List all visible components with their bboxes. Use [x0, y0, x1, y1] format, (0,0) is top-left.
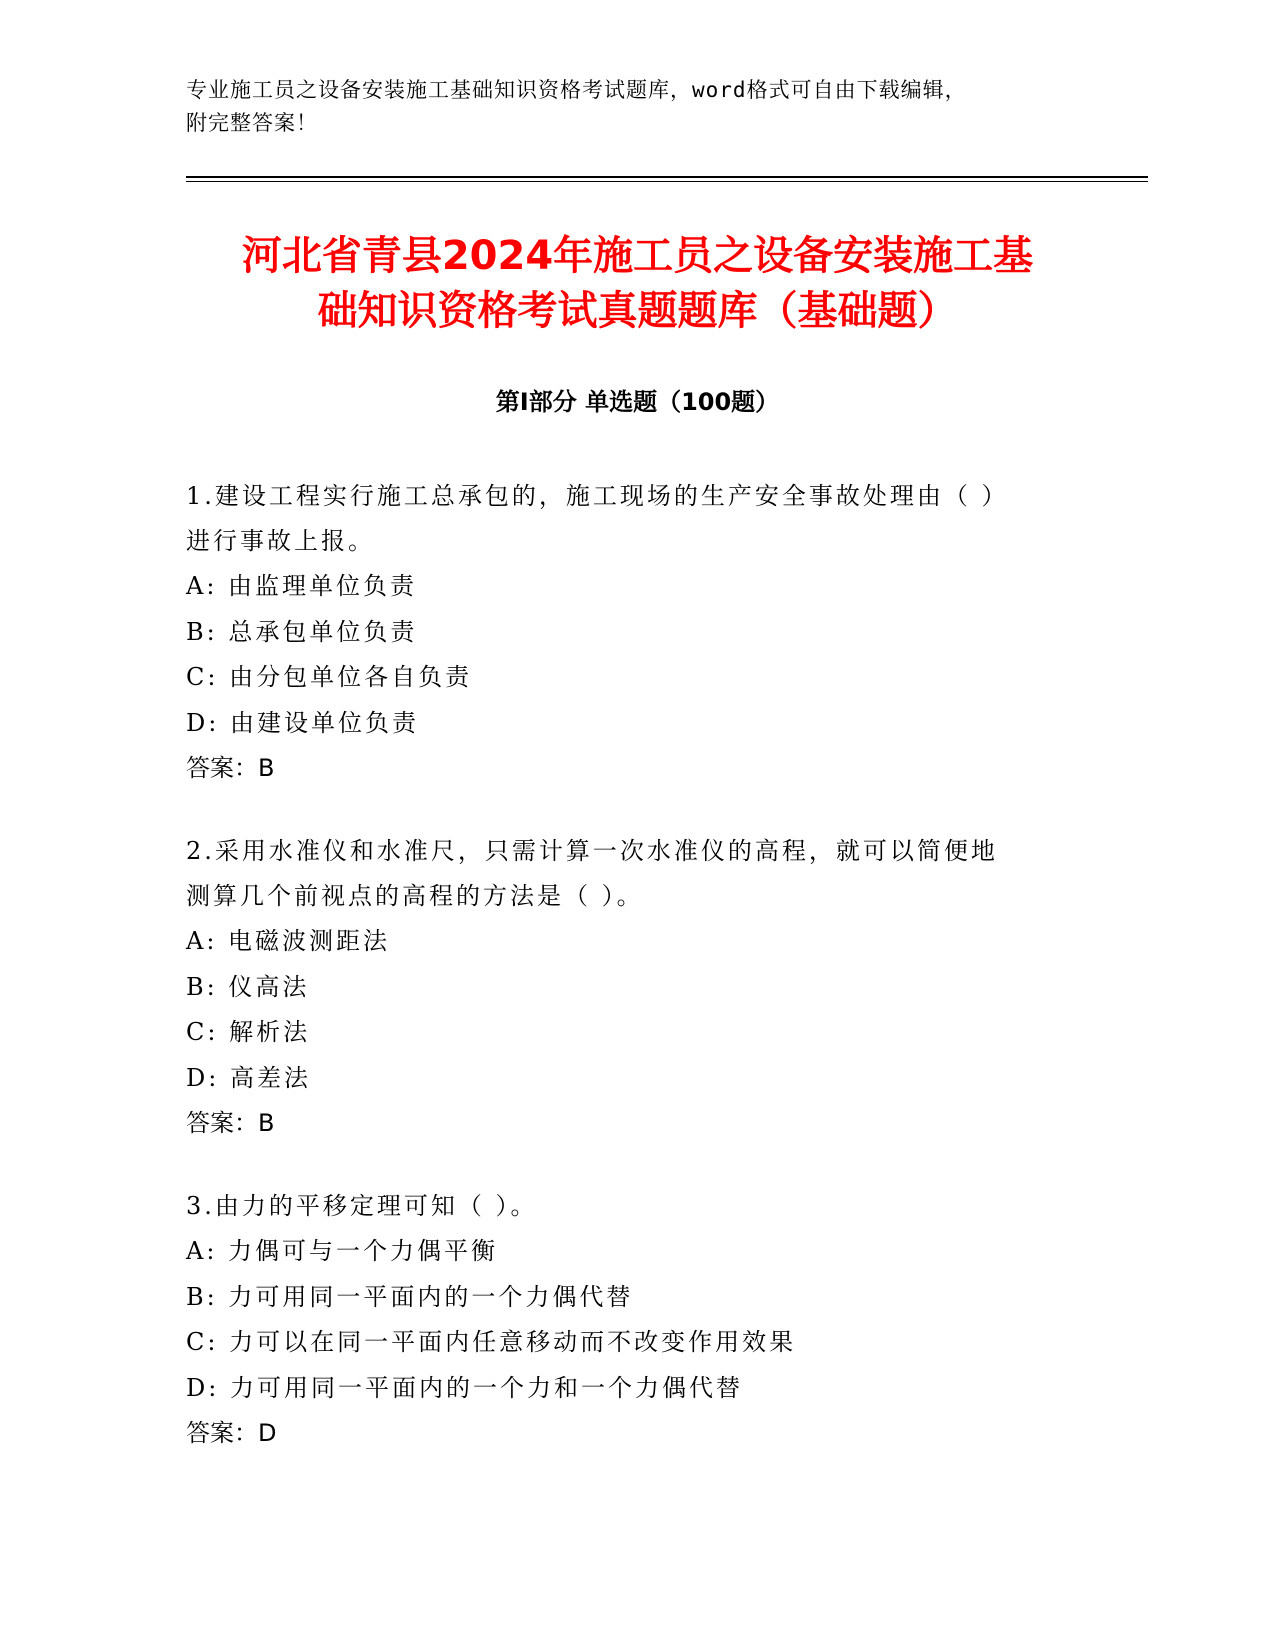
question-stem: 1.建设工程实行施工总承包的，施工现场的生产安全事故处理由（ ）: [186, 482, 1009, 510]
answer: 答案：D: [186, 1419, 277, 1447]
option-d: D: 高差法: [186, 1063, 311, 1092]
question-2: [186, 829, 1066, 1146]
question-stem: 3.由力的平移定理可知（ ）。: [186, 1192, 538, 1220]
question-3: [186, 1184, 1066, 1456]
answer: 答案：B: [186, 754, 275, 782]
option-b: B: 仪高法: [186, 972, 310, 1001]
option-c: C: 解析法: [186, 1018, 311, 1046]
option-b: B: 总承包单位负责: [186, 617, 418, 646]
option-c: C: 由分包单位各自负责: [186, 663, 473, 691]
option-a: A: 电磁波测距法: [186, 927, 391, 955]
header-note-line-1: 专业施工员之设备安装施工基础知识资格考试题库，word格式可自由下载编辑，: [186, 78, 967, 102]
option-c: C: 力可以在同一平面内任意移动而不改变作用效果: [186, 1328, 797, 1356]
question-stem: 2.采用水准仪和水准尺，只需计算一次水准仪的高程，就可以简便地: [186, 837, 998, 865]
answer: 答案：B: [186, 1109, 275, 1137]
question-1: [186, 474, 1066, 791]
document-title-line-1: 河北省青县2024年施工员之设备安装施工基: [241, 233, 1034, 279]
option-d: D: 由建设单位负责: [186, 708, 419, 737]
option-a: A: 由监理单位负责: [186, 572, 418, 600]
option-a: A: 力偶可与一个力偶平衡: [186, 1237, 499, 1265]
header-rule-thin: [186, 181, 1148, 182]
option-b: B: 力可用同一平面内的一个力偶代替: [186, 1282, 634, 1311]
option-d: D: 力可用同一平面内的一个力和一个力偶代替: [186, 1373, 743, 1402]
header-note-line-2: 附完整答案！: [186, 111, 318, 135]
header-rule-thick: [186, 176, 1148, 178]
document-title-line-2: 础知识资格考试真题题库（基础题）: [317, 288, 958, 334]
question-stem-continued: 测算几个前视点的高程的方法是（ ）。: [186, 882, 644, 910]
question-list: [186, 474, 1066, 1494]
document-title: [180, 229, 1095, 339]
question-stem-continued: 进行事故上报。: [186, 527, 375, 555]
section-heading: 第Ⅰ部分 单选题（100题）: [495, 388, 780, 416]
header-note: [186, 74, 1066, 140]
